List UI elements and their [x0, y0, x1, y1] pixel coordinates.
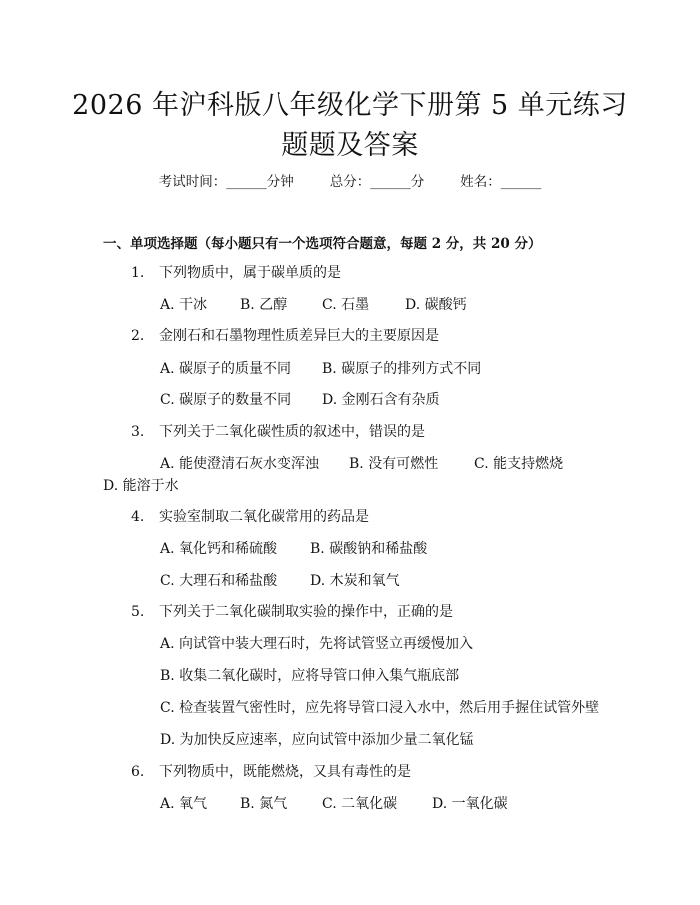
option-2a: A. 碳原子的质量不同 — [160, 361, 292, 377]
question-number: 3. — [131, 424, 145, 440]
question-text: 下列关于二氧化碳性质的叙述中，错误的是 — [159, 424, 425, 440]
option-5c: C. 检查装置气密性时，应先将导管口浸入水中，然后用手握住试管外壁 — [160, 700, 600, 716]
option-5d: D. 为加快反应速率，应向试管中添加少量二氧化锰 — [160, 732, 474, 748]
option-4b: B. 碳酸钠和稀盐酸 — [310, 541, 428, 557]
question-text: 下列关于二氧化碳制取实验的操作中，正确的是 — [159, 604, 453, 620]
question-text: 实验室制取二氧化碳常用的药品是 — [159, 509, 369, 525]
option-2c: C. 碳原子的数量不同 — [160, 392, 292, 408]
question-4 — [131, 506, 369, 526]
question-text: 下列物质中，属于碳单质的是 — [159, 265, 341, 281]
question-number: 2. — [131, 328, 145, 344]
question-1 — [131, 262, 341, 282]
exam-time: 考试时间：______分钟 — [158, 174, 294, 190]
option-1a: A. 干冰 — [160, 297, 208, 313]
option-3d: D. 能溶于水 — [103, 478, 179, 494]
option-1d: D. 碳酸钙 — [405, 297, 467, 313]
question-5 — [131, 601, 453, 621]
question-text: 金刚石和石墨物理性质差异巨大的主要原因是 — [159, 328, 439, 344]
exam-meta — [0, 170, 700, 190]
question-3 — [131, 421, 425, 441]
option-6a: A. 氧气 — [160, 796, 208, 812]
section-heading: 一、单项选择题（每小题只有一个选项符合题意，每题 2 分，共 20 分） — [103, 236, 542, 252]
option-1c: C. 石墨 — [322, 297, 370, 313]
option-3a: A. 能使澄清石灰水变浑浊 — [160, 456, 320, 472]
option-5a: A. 向试管中装大理石时，先将试管竖立再缓慢加入 — [160, 636, 474, 652]
question-text: 下列物质中，既能燃烧，又具有毒性的是 — [159, 764, 411, 780]
exam-name: 姓名：______ — [460, 174, 542, 190]
question-number: 5. — [131, 604, 145, 620]
option-4c: C. 大理石和稀盐酸 — [160, 573, 278, 589]
question-number: 4. — [131, 509, 145, 525]
option-4a: A. 氧化钙和稀硫酸 — [160, 541, 278, 557]
option-4d: D. 木炭和氧气 — [310, 573, 400, 589]
option-5b: B. 收集二氧化碳时，应将导管口伸入集气瓶底部 — [160, 668, 460, 684]
exam-score: 总分：______分 — [329, 174, 425, 190]
option-2d: D. 金刚石含有杂质 — [322, 392, 440, 408]
question-6 — [131, 761, 411, 781]
option-3b: B. 没有可燃性 — [349, 456, 439, 472]
title-line-2: 题题及答案 — [281, 130, 419, 161]
option-6d: D. 一氧化碳 — [432, 796, 508, 812]
option-2b: B. 碳原子的排列方式不同 — [322, 361, 482, 377]
question-number: 1. — [131, 265, 145, 281]
option-3c: C. 能支持燃烧 — [474, 456, 564, 472]
option-1b: B. 乙醇 — [240, 297, 288, 313]
option-6b: B. 氮气 — [240, 796, 288, 812]
option-6c: C. 二氧化碳 — [322, 796, 398, 812]
document-title — [60, 86, 640, 166]
question-number: 6. — [131, 764, 145, 780]
title-line-1: 2026 年沪科版八年级化学下册第 5 单元练习 — [72, 90, 628, 121]
question-2 — [131, 325, 439, 345]
